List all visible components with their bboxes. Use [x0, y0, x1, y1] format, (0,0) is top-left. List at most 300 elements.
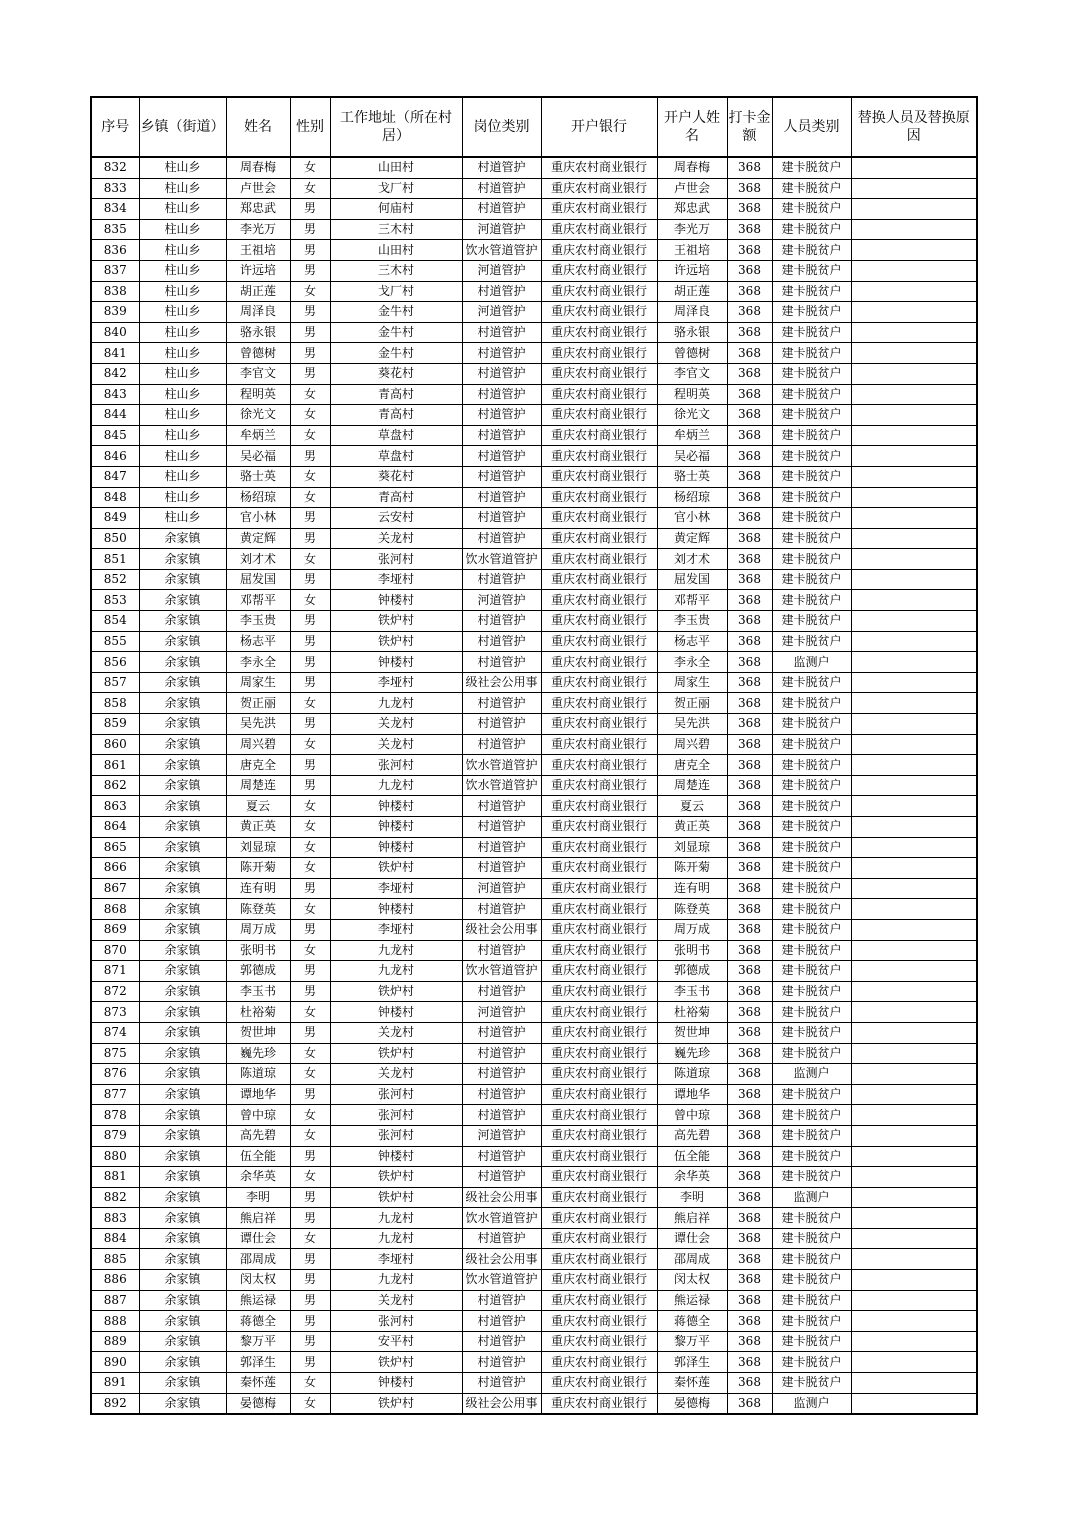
cell-amount: 368	[727, 1064, 772, 1085]
cell-gender: 女	[290, 466, 330, 487]
cell-gender: 男	[290, 611, 330, 632]
cell-work-address: 铁炉村	[330, 981, 462, 1002]
cell-post-type: 村道管护	[462, 466, 541, 487]
table-row	[91, 219, 977, 240]
cell-replacement	[851, 961, 977, 982]
cell-township: 余家镇	[139, 1290, 226, 1311]
cell-work-address: 李垭村	[330, 569, 462, 590]
cell-post-type: 河道管护	[462, 590, 541, 611]
cell-account-holder: 李玉书	[657, 981, 727, 1002]
cell-gender: 男	[290, 343, 330, 364]
table-row	[91, 1352, 977, 1373]
cell-account-holder: 巍先珍	[657, 1043, 727, 1064]
cell-gender: 女	[290, 796, 330, 817]
cell-bank: 重庆农村商业银行	[541, 425, 657, 446]
cell-work-address: 关龙村	[330, 1064, 462, 1085]
cell-replacement	[851, 178, 977, 199]
cell-name: 胡正莲	[226, 281, 290, 302]
cell-replacement	[851, 1373, 977, 1394]
cell-person-type: 建卡脱贫户	[772, 466, 851, 487]
cell-bank: 重庆农村商业银行	[541, 178, 657, 199]
cell-amount: 368	[727, 1270, 772, 1291]
cell-replacement	[851, 446, 977, 467]
cell-name: 夏云	[226, 796, 290, 817]
cell-bank: 重庆农村商业银行	[541, 508, 657, 529]
cell-account-holder: 周万成	[657, 919, 727, 940]
cell-work-address: 金牛村	[330, 302, 462, 323]
cell-township: 柱山乡	[139, 363, 226, 384]
cell-gender: 男	[290, 981, 330, 1002]
table-row	[91, 343, 977, 364]
cell-post-type: 饮水管道管护	[462, 240, 541, 261]
cell-person-type: 建卡脱贫户	[772, 508, 851, 529]
cell-seq: 835	[91, 219, 139, 240]
cell-seq: 860	[91, 734, 139, 755]
cell-amount: 368	[727, 878, 772, 899]
table-row	[91, 178, 977, 199]
table-row	[91, 528, 977, 549]
cell-gender: 女	[290, 1105, 330, 1126]
cell-name: 骆永银	[226, 322, 290, 343]
cell-replacement	[851, 1064, 977, 1085]
cell-township: 余家镇	[139, 590, 226, 611]
cell-person-type: 建卡脱贫户	[772, 260, 851, 281]
cell-seq: 889	[91, 1331, 139, 1352]
cell-post-type: 级社会公用事	[462, 1393, 541, 1414]
table-row	[91, 1393, 977, 1414]
cell-gender: 男	[290, 1270, 330, 1291]
cell-bank: 重庆农村商业银行	[541, 1105, 657, 1126]
cell-work-address: 张河村	[330, 1125, 462, 1146]
cell-bank: 重庆农村商业银行	[541, 1393, 657, 1414]
cell-name: 骆士英	[226, 466, 290, 487]
cell-seq: 888	[91, 1311, 139, 1332]
cell-township: 余家镇	[139, 652, 226, 673]
table-row	[91, 322, 977, 343]
cell-person-type: 建卡脱贫户	[772, 817, 851, 838]
cell-gender: 女	[290, 384, 330, 405]
cell-name: 周泽良	[226, 302, 290, 323]
cell-post-type: 河道管护	[462, 1002, 541, 1023]
cell-seq: 873	[91, 1002, 139, 1023]
table-row	[91, 755, 977, 776]
cell-amount: 368	[727, 281, 772, 302]
cell-name: 郑忠武	[226, 199, 290, 220]
cell-township: 余家镇	[139, 672, 226, 693]
cell-person-type: 建卡脱贫户	[772, 1249, 851, 1270]
table-row	[91, 487, 977, 508]
cell-post-type: 村道管护	[462, 1022, 541, 1043]
cell-post-type: 村道管护	[462, 199, 541, 220]
cell-township: 柱山乡	[139, 425, 226, 446]
cell-replacement	[851, 549, 977, 570]
cell-township: 柱山乡	[139, 466, 226, 487]
cell-replacement	[851, 1352, 977, 1373]
table-row	[91, 1311, 977, 1332]
cell-work-address: 葵花村	[330, 363, 462, 384]
table-row	[91, 817, 977, 838]
cell-work-address: 铁炉村	[330, 1352, 462, 1373]
cell-name: 余华英	[226, 1167, 290, 1188]
cell-replacement	[851, 487, 977, 508]
cell-township: 余家镇	[139, 1022, 226, 1043]
cell-work-address: 山田村	[330, 157, 462, 178]
cell-account-holder: 周楚连	[657, 775, 727, 796]
cell-replacement	[851, 981, 977, 1002]
cell-bank: 重庆农村商业银行	[541, 1290, 657, 1311]
cell-township: 柱山乡	[139, 219, 226, 240]
cell-amount: 368	[727, 672, 772, 693]
cell-gender: 男	[290, 714, 330, 735]
cell-post-type: 村道管护	[462, 940, 541, 961]
cell-gender: 男	[290, 631, 330, 652]
cell-bank: 重庆农村商业银行	[541, 240, 657, 261]
cell-seq: 841	[91, 343, 139, 364]
cell-person-type: 建卡脱贫户	[772, 961, 851, 982]
cell-post-type: 村道管护	[462, 899, 541, 920]
cell-gender: 女	[290, 1167, 330, 1188]
cell-gender: 女	[290, 899, 330, 920]
cell-person-type: 建卡脱贫户	[772, 611, 851, 632]
cell-replacement	[851, 343, 977, 364]
cell-person-type: 建卡脱贫户	[772, 157, 851, 178]
cell-amount: 368	[727, 549, 772, 570]
cell-post-type: 村道管护	[462, 343, 541, 364]
cell-amount: 368	[727, 1393, 772, 1414]
cell-bank: 重庆农村商业银行	[541, 446, 657, 467]
col-header-township: 乡镇（街道）	[139, 97, 226, 157]
cell-amount: 368	[727, 940, 772, 961]
cell-account-holder: 高先碧	[657, 1125, 727, 1146]
cell-amount: 368	[727, 425, 772, 446]
cell-amount: 368	[727, 199, 772, 220]
cell-work-address: 钟楼村	[330, 899, 462, 920]
cell-bank: 重庆农村商业银行	[541, 878, 657, 899]
cell-account-holder: 骆永银	[657, 322, 727, 343]
cell-bank: 重庆农村商业银行	[541, 796, 657, 817]
cell-replacement	[851, 755, 977, 776]
cell-work-address: 钟楼村	[330, 590, 462, 611]
cell-gender: 女	[290, 1393, 330, 1414]
cell-township: 余家镇	[139, 817, 226, 838]
cell-bank: 重庆农村商业银行	[541, 837, 657, 858]
cell-person-type: 建卡脱贫户	[772, 1352, 851, 1373]
cell-post-type: 村道管护	[462, 1331, 541, 1352]
cell-township: 余家镇	[139, 1064, 226, 1085]
cell-seq: 856	[91, 652, 139, 673]
cell-bank: 重庆农村商业银行	[541, 1167, 657, 1188]
cell-seq: 839	[91, 302, 139, 323]
cell-person-type: 建卡脱贫户	[772, 178, 851, 199]
cell-work-address: 安平村	[330, 1331, 462, 1352]
table-row	[91, 1043, 977, 1064]
cell-account-holder: 周春梅	[657, 157, 727, 178]
cell-bank: 重庆农村商业银行	[541, 1125, 657, 1146]
cell-amount: 368	[727, 1084, 772, 1105]
cell-amount: 368	[727, 260, 772, 281]
cell-seq: 845	[91, 425, 139, 446]
cell-person-type: 建卡脱贫户	[772, 343, 851, 364]
cell-seq: 844	[91, 405, 139, 426]
cell-account-holder: 牟炳兰	[657, 425, 727, 446]
cell-person-type: 建卡脱贫户	[772, 569, 851, 590]
cell-work-address: 三木村	[330, 260, 462, 281]
cell-name: 谭地华	[226, 1084, 290, 1105]
cell-township: 余家镇	[139, 858, 226, 879]
cell-seq: 885	[91, 1249, 139, 1270]
table-row	[91, 466, 977, 487]
cell-person-type: 建卡脱贫户	[772, 1331, 851, 1352]
cell-seq: 859	[91, 714, 139, 735]
cell-post-type: 村道管护	[462, 1373, 541, 1394]
cell-seq: 872	[91, 981, 139, 1002]
cell-person-type: 监测户	[772, 1187, 851, 1208]
cell-person-type: 监测户	[772, 652, 851, 673]
cell-gender: 女	[290, 1043, 330, 1064]
cell-replacement	[851, 817, 977, 838]
cell-post-type: 村道管护	[462, 487, 541, 508]
table-row	[91, 837, 977, 858]
cell-post-type: 村道管护	[462, 528, 541, 549]
cell-amount: 368	[727, 1373, 772, 1394]
cell-township: 柱山乡	[139, 322, 226, 343]
cell-person-type: 建卡脱贫户	[772, 363, 851, 384]
cell-bank: 重庆农村商业银行	[541, 281, 657, 302]
cell-bank: 重庆农村商业银行	[541, 260, 657, 281]
cell-bank: 重庆农村商业银行	[541, 528, 657, 549]
cell-gender: 男	[290, 961, 330, 982]
cell-bank: 重庆农村商业银行	[541, 363, 657, 384]
table-row	[91, 940, 977, 961]
cell-bank: 重庆农村商业银行	[541, 919, 657, 940]
cell-seq: 870	[91, 940, 139, 961]
cell-replacement	[851, 652, 977, 673]
cell-account-holder: 刘显琼	[657, 837, 727, 858]
cell-work-address: 九龙村	[330, 1208, 462, 1229]
cell-account-holder: 陈登英	[657, 899, 727, 920]
cell-person-type: 建卡脱贫户	[772, 734, 851, 755]
cell-name: 刘才术	[226, 549, 290, 570]
cell-replacement	[851, 878, 977, 899]
cell-replacement	[851, 1146, 977, 1167]
cell-gender: 男	[290, 1249, 330, 1270]
cell-township: 余家镇	[139, 611, 226, 632]
cell-person-type: 建卡脱贫户	[772, 1002, 851, 1023]
cell-name: 王祖培	[226, 240, 290, 261]
cell-person-type: 建卡脱贫户	[772, 1373, 851, 1394]
cell-work-address: 铁炉村	[330, 1043, 462, 1064]
cell-name: 李永全	[226, 652, 290, 673]
table-row	[91, 363, 977, 384]
cell-bank: 重庆农村商业银行	[541, 714, 657, 735]
cell-gender: 女	[290, 405, 330, 426]
cell-post-type: 村道管护	[462, 693, 541, 714]
cell-work-address: 铁炉村	[330, 1187, 462, 1208]
cell-amount: 368	[727, 858, 772, 879]
cell-gender: 男	[290, 1290, 330, 1311]
cell-post-type: 河道管护	[462, 302, 541, 323]
cell-work-address: 张河村	[330, 755, 462, 776]
cell-amount: 368	[727, 240, 772, 261]
cell-account-holder: 张明书	[657, 940, 727, 961]
cell-post-type: 村道管护	[462, 405, 541, 426]
cell-amount: 368	[727, 981, 772, 1002]
col-header-person-type: 人员类别	[772, 97, 851, 157]
cell-township: 柱山乡	[139, 302, 226, 323]
cell-township: 余家镇	[139, 1331, 226, 1352]
cell-post-type: 村道管护	[462, 714, 541, 735]
cell-township: 余家镇	[139, 919, 226, 940]
cell-post-type: 村道管护	[462, 281, 541, 302]
cell-township: 余家镇	[139, 755, 226, 776]
cell-name: 李光万	[226, 219, 290, 240]
cell-gender: 女	[290, 157, 330, 178]
cell-bank: 重庆农村商业银行	[541, 1208, 657, 1229]
cell-replacement	[851, 590, 977, 611]
cell-replacement	[851, 528, 977, 549]
cell-post-type: 村道管护	[462, 631, 541, 652]
cell-bank: 重庆农村商业银行	[541, 1187, 657, 1208]
cell-township: 余家镇	[139, 1084, 226, 1105]
cell-gender: 男	[290, 528, 330, 549]
table-row	[91, 858, 977, 879]
cell-account-holder: 周泽良	[657, 302, 727, 323]
cell-bank: 重庆农村商业银行	[541, 1002, 657, 1023]
cell-replacement	[851, 466, 977, 487]
cell-seq: 849	[91, 508, 139, 529]
cell-gender: 男	[290, 775, 330, 796]
table-row	[91, 1331, 977, 1352]
table-row	[91, 157, 977, 178]
cell-post-type: 村道管护	[462, 1043, 541, 1064]
cell-seq: 861	[91, 755, 139, 776]
cell-person-type: 建卡脱贫户	[772, 487, 851, 508]
cell-amount: 368	[727, 1167, 772, 1188]
cell-name: 闵太权	[226, 1270, 290, 1291]
cell-name: 李明	[226, 1187, 290, 1208]
cell-bank: 重庆农村商业银行	[541, 405, 657, 426]
cell-work-address: 九龙村	[330, 1228, 462, 1249]
cell-township: 余家镇	[139, 1105, 226, 1126]
cell-name: 徐光文	[226, 405, 290, 426]
cell-name: 李玉贵	[226, 611, 290, 632]
cell-bank: 重庆农村商业银行	[541, 157, 657, 178]
cell-replacement	[851, 858, 977, 879]
cell-work-address: 张河村	[330, 1311, 462, 1332]
table-row	[91, 569, 977, 590]
cell-work-address: 青高村	[330, 405, 462, 426]
cell-seq: 865	[91, 837, 139, 858]
cell-person-type: 建卡脱贫户	[772, 714, 851, 735]
cell-account-holder: 吴先洪	[657, 714, 727, 735]
cell-name: 刘显琼	[226, 837, 290, 858]
cell-post-type: 村道管护	[462, 1352, 541, 1373]
cell-name: 黄正英	[226, 817, 290, 838]
table-row	[91, 281, 977, 302]
cell-gender: 女	[290, 549, 330, 570]
cell-seq: 871	[91, 961, 139, 982]
table-row	[91, 611, 977, 632]
cell-bank: 重庆农村商业银行	[541, 1064, 657, 1085]
cell-bank: 重庆农村商业银行	[541, 672, 657, 693]
cell-replacement	[851, 240, 977, 261]
table-row	[91, 384, 977, 405]
cell-replacement	[851, 1043, 977, 1064]
cell-seq: 847	[91, 466, 139, 487]
cell-post-type: 村道管护	[462, 652, 541, 673]
table-row	[91, 302, 977, 323]
cell-gender: 女	[290, 281, 330, 302]
cell-work-address: 关龙村	[330, 1290, 462, 1311]
cell-gender: 女	[290, 940, 330, 961]
cell-gender: 女	[290, 693, 330, 714]
cell-replacement	[851, 940, 977, 961]
cell-account-holder: 陈道琼	[657, 1064, 727, 1085]
cell-post-type: 村道管护	[462, 1084, 541, 1105]
cell-replacement	[851, 425, 977, 446]
cell-name: 熊启祥	[226, 1208, 290, 1229]
cell-gender: 女	[290, 1373, 330, 1394]
cell-post-type: 村道管护	[462, 446, 541, 467]
cell-amount: 368	[727, 1228, 772, 1249]
cell-amount: 368	[727, 384, 772, 405]
cell-township: 柱山乡	[139, 281, 226, 302]
table-row	[91, 734, 977, 755]
cell-gender: 女	[290, 734, 330, 755]
table-row	[91, 878, 977, 899]
cell-name: 牟炳兰	[226, 425, 290, 446]
cell-replacement	[851, 919, 977, 940]
cell-post-type: 村道管护	[462, 1167, 541, 1188]
cell-replacement	[851, 322, 977, 343]
cell-replacement	[851, 405, 977, 426]
cell-account-holder: 熊运禄	[657, 1290, 727, 1311]
cell-amount: 368	[727, 919, 772, 940]
cell-bank: 重庆农村商业银行	[541, 961, 657, 982]
col-header-name: 姓名	[226, 97, 290, 157]
cell-account-holder: 卢世会	[657, 178, 727, 199]
header-row	[91, 97, 977, 157]
cell-replacement	[851, 796, 977, 817]
cell-person-type: 建卡脱贫户	[772, 1290, 851, 1311]
cell-person-type: 建卡脱贫户	[772, 755, 851, 776]
cell-work-address: 草盘村	[330, 446, 462, 467]
cell-bank: 重庆农村商业银行	[541, 755, 657, 776]
cell-account-holder: 黄定辉	[657, 528, 727, 549]
cell-amount: 368	[727, 487, 772, 508]
cell-post-type: 饮水管道管护	[462, 549, 541, 570]
cell-work-address: 钟楼村	[330, 1146, 462, 1167]
cell-bank: 重庆农村商业银行	[541, 219, 657, 240]
cell-township: 余家镇	[139, 1311, 226, 1332]
cell-amount: 368	[727, 817, 772, 838]
table-body	[91, 157, 977, 1414]
cell-name: 周万成	[226, 919, 290, 940]
cell-name: 周家生	[226, 672, 290, 693]
cell-work-address: 青高村	[330, 384, 462, 405]
cell-seq: 864	[91, 817, 139, 838]
cell-name: 陈登英	[226, 899, 290, 920]
cell-township: 余家镇	[139, 1373, 226, 1394]
cell-account-holder: 郑忠武	[657, 199, 727, 220]
cell-work-address: 关龙村	[330, 734, 462, 755]
cell-seq: 868	[91, 899, 139, 920]
cell-name: 邵周成	[226, 1249, 290, 1270]
cell-gender: 男	[290, 569, 330, 590]
table-row	[91, 1208, 977, 1229]
cell-gender: 男	[290, 1146, 330, 1167]
cell-account-holder: 官小林	[657, 508, 727, 529]
